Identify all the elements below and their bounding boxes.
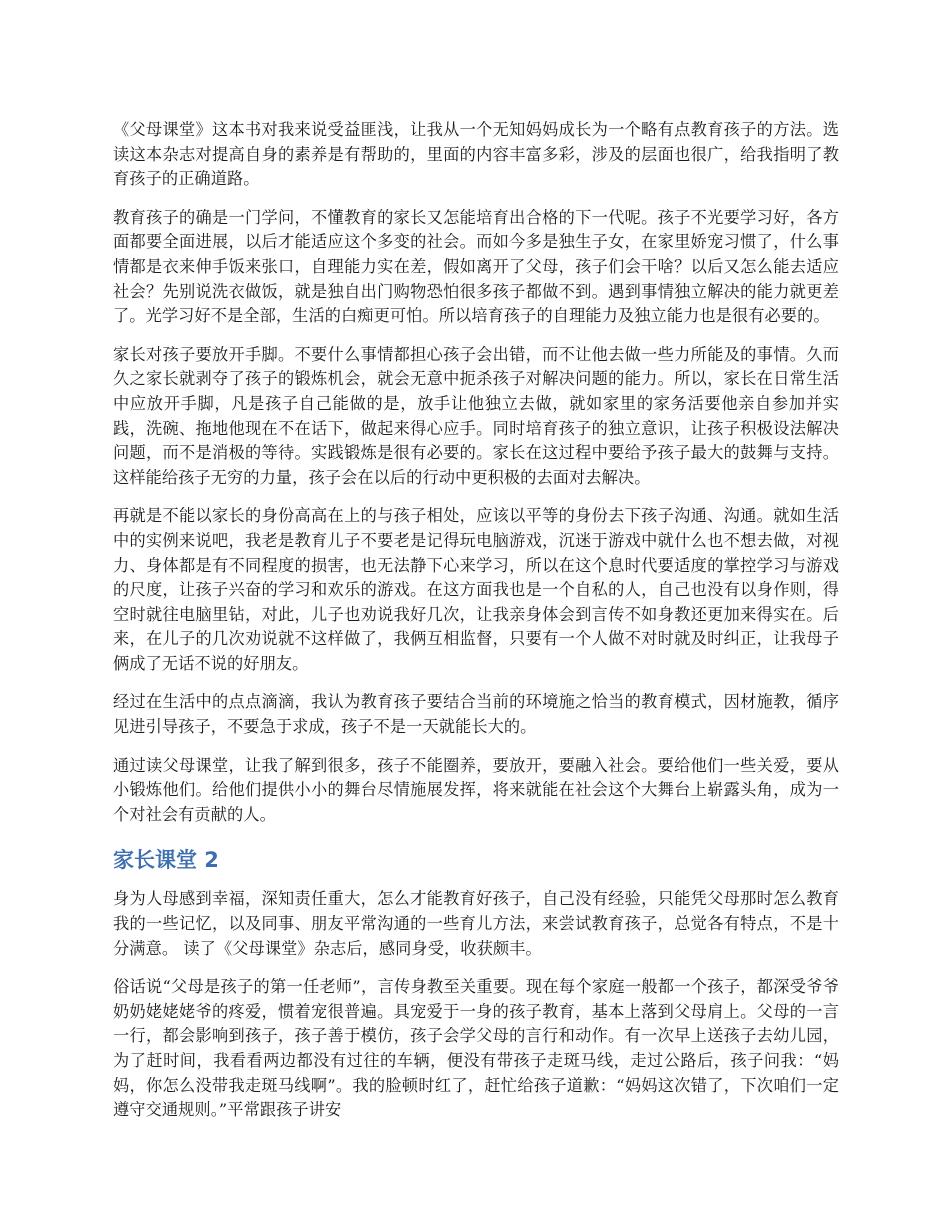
paragraph: 俗话说“父母是孩子的第一任老师”，言传身教至关重要。现在每个家庭一般都一个孩子，都深受爷爷奶奶姥姥姥爷的疼爱，惯着宠很普遍。具宠爱于一身的孩子教育，基本上落到父母肩上。父母的一言一行，都会影响到孩子，孩子善于模仿，孩子会学父母的言行和动作。有一次早上送孩子去幼儿园，为了赶时间，我看看两边都没有过往的车辆，便没有带孩子走斑马线，走过公路后，孩子问我：“妈妈，你怎么没带我走斑马线啊”。我的脸顿时红了，赶忙给孩子道歉：“妈妈这次错了，下次咱们一定遵守交通规则。”平常跟孩子讲安 [113,977,839,1120]
paragraph: 经过在生活中的点点滴滴，我认为教育孩子要结合当前的环境施之恰当的教育模式，因材施教，循序见进引导孩子，不要急于求成，孩子不是一天就能长大的。 [113,692,839,737]
document-page [113,118,839,1137]
paragraph: 通过读父母课堂，让我了解到很多，孩子不能圈养，要放开，要融入社会。要给他们一些关爱，要从小锻炼他们。给他们提供小小的舞台尽情施展发挥，将来就能在社会这个大舞台上崭露头角，成为一个对社会有贡献的人。 [113,755,839,824]
paragraph: 家长对孩子要放开手脚。不要什么事情都担心孩子会出错，而不让他去做一些力所能及的事情。久而久之家长就剥夺了孩子的锻炼机会，就会无意中扼杀孩子对解决问题的能力。所以，家长在日常生活中应放开手脚，凡是孩子自己能做的是，放手让他独立去做，就如家里的家务活要他亲自参加并实践，洗碗、拖地他现在不在话下，做起来得心应手。同时培育孩子的独立意识，让孩子积极设法解决问题，而不是消极的等待。实践锻炼是很有必要的。家长在这过程中要给予孩子最大的鼓舞与支持。这样能给孩子无穷的力量，孩子会在以后的行动中更积极的去面对去解决。 [113,344,839,487]
paragraph: 再就是不能以家长的身份高高在上的与孩子相处，应该以平等的身份去下孩子沟通、沟通。就如生活中的实例来说吧，我老是教育儿子不要老是记得玩电脑游戏，沉迷于游戏中就什么也不想去做，对视力、身体都是有不同程度的损害，也无法静下心来学习，所以在这个息时代要适度的掌控学习与游戏的尺度，让孩子兴奋的学习和欢乐的游戏。在这方面我也是一个自私的人，自己也没有以身作则，得空时就往电脑里钻，对此，儿子也劝说我好几次，让我亲身体会到言传不如身教还更加来得实在。后来，在儿子的几次劝说就不这样做了，我俩互相监督，只要有一个人做不对时就及时纠正，让我母子俩成了无话不说的好朋友。 [113,506,839,673]
section-heading: 家长课堂 2 [113,848,219,873]
paragraph: 教育孩子的确是一门学问，不懂教育的家长又怎能培育出合格的下一代呢。孩子不光要学习好，各方面都要全面进展，以后才能适应这个多变的社会。而如今多是独生子女，在家里娇宠习惯了，什么事情都是衣来伸手饭来张口，自理能力实在差，假如离开了父母，孩子们会干啥？以后又怎么能去适应社会？先别说洗衣做饭，就是独自出门购物恐怕很多孩子都做不到。遇到事情独立解决的能力就更差了。光学习好不是全部，生活的白痴更可怕。所以培育孩子的自理能力及独立能力也是很有必要的。 [113,207,839,326]
paragraph: 《父母课堂》这本书对我来说受益匪浅，让我从一个无知妈妈成长为一个略有点教育孩子的方法。选读这本杂志对提高自身的素养是有帮助的，里面的内容丰富多彩，涉及的层面也很广，给我指明了教育孩子的正确道路。 [113,120,839,189]
paragraph: 身为人母感到幸福，深知责任重大，怎么才能教育好孩子，自己没有经验，只能凭父母那时怎么教育我的一些记忆，以及同事、朋友平常沟通的一些育儿方法，来尝试教育孩子，总觉各有特点，不是十分满意。 读了《父母课堂》杂志后，感同身受，收获颇丰。 [113,889,839,958]
